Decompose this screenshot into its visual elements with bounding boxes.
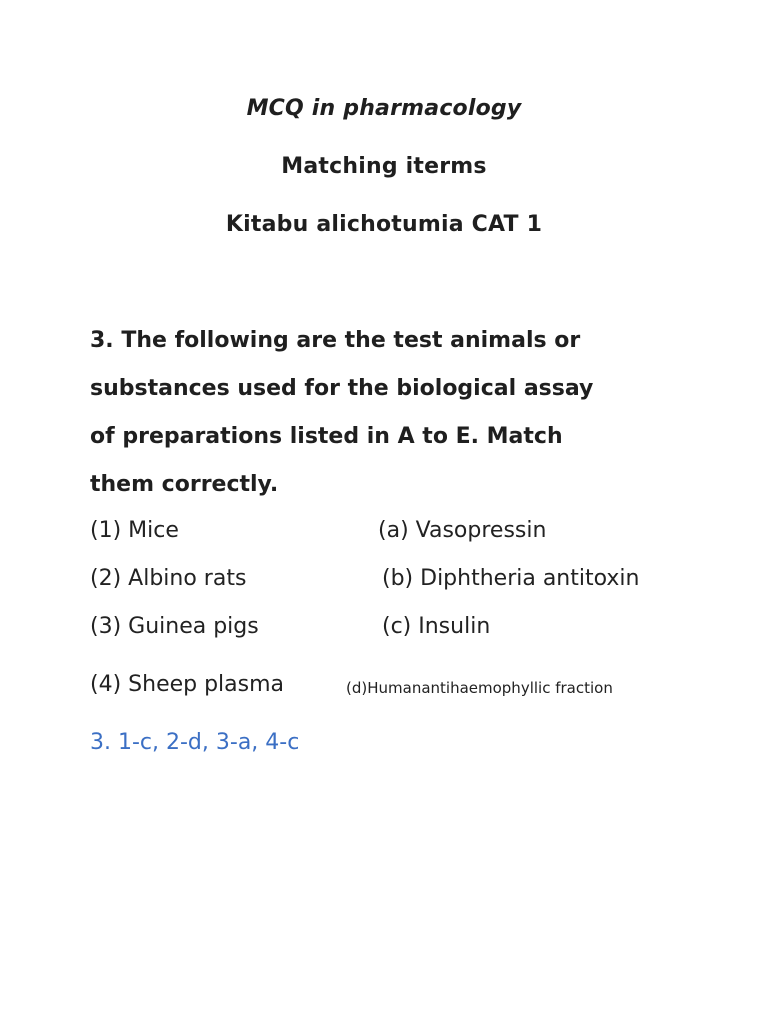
right-item-d: (d)Humanantihaemophyllic fraction <box>346 679 613 697</box>
question-line-3: of preparations listed in A to E. Match <box>90 424 563 449</box>
right-item-c: (c) Insulin <box>382 614 491 639</box>
document-subtitle: Matching iterms <box>281 154 487 179</box>
left-item-4: (4) Sheep plasma <box>90 672 285 697</box>
question-line-1: 3. The following are the test animals or <box>90 328 581 353</box>
document-title: MCQ in pharmacology <box>246 96 522 121</box>
document-source: Kitabu alichotumia CAT 1 <box>225 212 543 237</box>
left-item-1: (1) Mice <box>90 518 179 543</box>
right-item-a: (a) Vasopressin <box>378 518 547 543</box>
answer-key: 3. 1-c, 2-d, 3-a, 4-c <box>90 730 300 755</box>
left-item-2: (2) Albino rats <box>90 566 247 591</box>
question-line-4: them correctly. <box>90 472 279 497</box>
right-item-b: (b) Diphtheria antitoxin <box>382 566 640 591</box>
left-item-3: (3) Guinea pigs <box>90 614 259 639</box>
question-line-2: substances used for the biological assay <box>90 376 594 401</box>
